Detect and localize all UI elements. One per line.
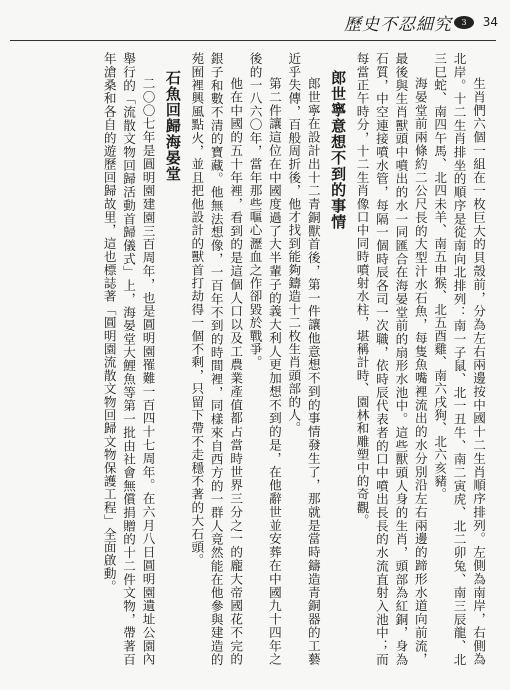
vertical-body-text	[18, 52, 488, 666]
paragraph: 二〇〇七年是圓明園建園三百周年，也是圓明園罹難一百四十七周年。在六月八日圓明園遺址公園內舉行的「流散文物回歸活動首歸儀式」上，海晏堂大鯉魚等第一批由社會無償捐贈的十二件文物，帶著百年滄桑和各自的遊歷回歸故里，這也標誌著「圓明園流散文物回歸文物保護工程」全面啟動。	[101, 52, 156, 666]
book-title: 歷史不忍細究	[344, 15, 452, 35]
paragraph: 第二件讓這位在中國度過了大半輩子的義大利人更加想不到的是，在他辭世並安葬在中國九十四年之後的一八六〇年，當年那些嘔心瀝血之作卻毀於戰爭。	[247, 52, 282, 666]
paragraph: 海晏堂前兩條約二公尺長的大型汁水石魚，每隻魚嘴裡流出的水分別沿左右兩邊的蹄形水道向前流，最後與生肖獸頭中噴出的水一同匯合在海晏堂前的扇形水池中。這些獸頭人身的生肖，頭部為紅銅，身為石質，中空連接噴水管，每隔一個時辰各司一次職，依時辰代表者的口中噴出長長的水流直射入池中；而每當正午時分，十二生肖像口中同時噴射水柱，堪稱計時、園林和雕塑中的奇觀。	[354, 52, 428, 666]
section-heading: 郎世寧意想不到的事情	[329, 70, 348, 230]
running-header	[0, 0, 510, 46]
page-number: 34	[482, 15, 498, 29]
section-heading: 石魚回歸海晏堂	[163, 70, 182, 182]
paragraph: 他在中國的五十年裡，看到的是這個人口以及工農業產值都占當時世界三分之一的龐大帝國花不完的銀子和數不清的寶藏。他無法想像，一百年不到的時間裡，同樣來自西方的一群人竟然能在他參與建造的苑囿裡興風點火，並且把他設計的獸首打劫得一個不剩，只留下帶不走穩不著的大石頭。	[189, 52, 244, 666]
paragraph: 生肖們六個一組在一枚巨大的貝殼前，分為左右兩邊按中國十二生肖順序排列。左側為南岸，右側為北岸。十二生肖排坐的順序是從南向北排列：南一子鼠、北一丑牛、南二寅虎、北二卯兔、南三辰龍、北三巳蛇、南四午馬、北四未羊、南五申猴、北五酉雞、南六戌狗、北六亥豬。	[432, 52, 486, 666]
header-rule	[10, 40, 496, 41]
series-seal-icon: 3	[454, 16, 474, 29]
paragraph: 郎世寧在設計出十二青銅獸首後，第一件讓他意想不到的事情發生了，那就是當時鑄造青銅器的工藝近乎失傳，百般周折後，他才找到能夠鑄造十二枚生肖頭部的人。	[286, 52, 321, 666]
